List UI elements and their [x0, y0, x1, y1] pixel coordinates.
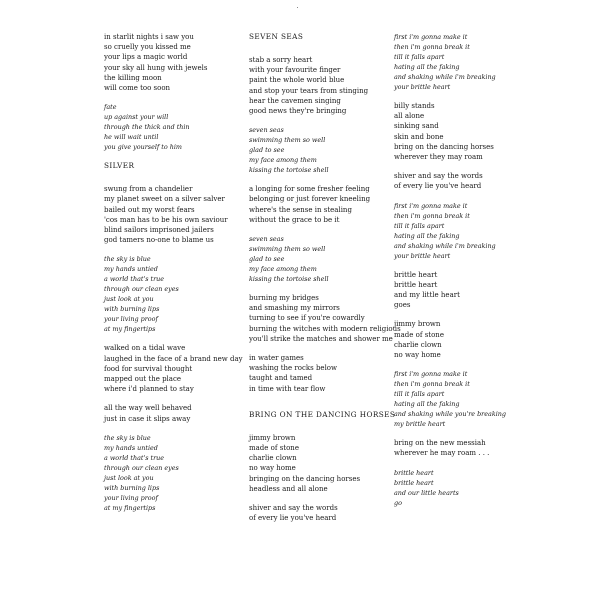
lyric-line: hating all the faking — [394, 400, 460, 409]
lyric-line: and my little heart — [394, 291, 460, 300]
lyric-line: fate — [104, 103, 117, 112]
verse-stanza — [249, 503, 389, 523]
lyric-line: first i'm gonna make it — [394, 370, 468, 379]
lyric-line: swimming them so well — [249, 245, 326, 254]
lyric-line: with burning lips — [104, 305, 160, 314]
lyric-line: god tamers no-one to blame us — [104, 236, 214, 245]
lyric-line: swimming them so well — [249, 136, 326, 145]
lyric-line: you give yourself to him — [104, 143, 182, 152]
chorus-stanza — [394, 369, 524, 429]
lyrics-column-2 — [249, 32, 401, 532]
lyric-line: through our clean eyes — [104, 285, 179, 294]
lyric-line: all alone — [394, 112, 425, 121]
lyric-line: so cruelly you kissed me — [104, 43, 191, 52]
lyric-line: brittle heart — [394, 478, 434, 487]
chorus-stanza — [394, 201, 524, 261]
lyric-line: with burning lips — [104, 483, 160, 492]
lyric-line: your brittle heart — [394, 83, 451, 91]
decorative-dot — [297, 7, 298, 8]
verse-stanza — [249, 184, 389, 225]
lyric-line: in starlit nights i saw you — [104, 33, 194, 41]
lyric-line: where i'd planned to stay — [104, 385, 194, 394]
lyric-line: no way home — [249, 464, 296, 473]
killing-moon-lyrics — [104, 32, 234, 152]
lyric-line: through our clean eyes — [104, 463, 179, 472]
song-title-seven-seas: SEVEN SEAS — [249, 32, 304, 41]
lyric-line: bringing on the dancing horses — [249, 474, 361, 483]
lyric-line: and smashing my mirrors — [249, 304, 340, 313]
lyric-line: through the thick and thin — [104, 123, 190, 132]
lyric-line: at my fingertips — [104, 325, 156, 334]
verse-stanza — [104, 343, 243, 394]
song-title-bring-on-the-dancing-horses: BRING ON THE DANCING HORSES — [249, 409, 396, 419]
lyric-line: then i'm gonna break it — [394, 380, 470, 389]
lyric-line: swung from a chandelier — [104, 185, 193, 194]
lyric-line: kissing the tortoise shell — [249, 166, 329, 175]
lyric-line: my brittle heart — [394, 420, 446, 429]
lyrics-column-1 — [104, 32, 243, 522]
lyric-line: the sky is blue — [104, 255, 151, 264]
lyric-line: shiver and say the words — [394, 172, 483, 181]
lyric-line: a longing for some fresher feeling — [249, 185, 370, 194]
lyric-line: the killing moon — [104, 73, 162, 82]
lyric-line: till it falls apart — [394, 390, 445, 399]
lyric-line: mapped out the place — [104, 375, 182, 384]
lyric-line: up against your will — [104, 113, 169, 122]
lyric-line: bailed out my worst fears — [104, 205, 195, 214]
lyric-line: go — [394, 498, 402, 507]
lyric-line: made of stone — [249, 444, 299, 453]
lyric-line: you'll strike the matches and shower me — [249, 334, 393, 343]
lyric-line: in time with tear flow — [249, 384, 326, 393]
lyric-line: at my fingertips — [104, 503, 156, 512]
verse-stanza — [394, 171, 524, 191]
verse-stanza — [104, 403, 234, 423]
chorus-stanza — [104, 102, 234, 152]
chorus-stanza — [394, 468, 524, 508]
verse-stanza — [249, 433, 389, 494]
lyric-line: stab a sorry heart — [249, 56, 313, 64]
lyric-line: headless and all alone — [249, 484, 328, 493]
lyric-line: just look at you — [104, 473, 154, 482]
lyric-line: of every lie you've heard — [394, 182, 482, 191]
lyric-line: without the grace to be it — [249, 215, 340, 224]
lyric-line: my face among them — [249, 156, 317, 165]
lyric-line: just look at you — [104, 295, 154, 304]
lyric-line: then i'm gonna break it — [394, 43, 470, 51]
dancing-horses-lyrics-continued — [394, 32, 524, 508]
lyric-line: first i'm gonna make it — [394, 33, 468, 41]
verse-stanza — [104, 32, 234, 93]
lyric-line: belonging or just forever kneeling — [249, 195, 371, 204]
dancing-horses-lyrics — [249, 433, 389, 524]
lyric-line: of every lie you've heard — [249, 514, 337, 523]
lyric-line: wherever they may roam — [394, 153, 483, 162]
lyric-line: hating all the faking — [394, 231, 460, 240]
lyric-line: will come too soon — [104, 84, 171, 93]
lyric-line: skin and bone — [394, 132, 444, 141]
silver-lyrics — [104, 184, 243, 513]
lyric-line: taught and tamed — [249, 374, 313, 383]
lyric-line: he will wait until — [104, 133, 159, 142]
lyric-line: my face among them — [249, 265, 317, 274]
verse-stanza — [394, 438, 524, 458]
lyric-line: kissing the tortoise shell — [249, 275, 329, 284]
lyric-line: brittle heart — [394, 280, 438, 289]
chorus-stanza — [249, 234, 389, 284]
lyric-line: your brittle heart — [394, 251, 451, 260]
lyric-line: washing the rocks below — [249, 364, 338, 373]
lyric-line: and our little hearts — [394, 488, 459, 497]
lyric-line: glad to see — [249, 146, 285, 155]
lyric-line: good news they're bringing — [249, 107, 347, 116]
chorus-stanza — [249, 125, 389, 175]
lyric-line: charlie clown — [394, 340, 442, 349]
lyric-line: where's the sense in stealing — [249, 205, 352, 214]
lyric-line: with your favourite finger — [249, 66, 341, 75]
seven-seas-lyrics — [249, 55, 401, 394]
lyric-line: all the way well behaved — [104, 404, 192, 413]
lyric-line: sinking sand — [394, 122, 439, 131]
lyric-line: your lips a magic world — [104, 53, 188, 62]
chorus-stanza — [394, 32, 524, 92]
song-title-silver: SILVER — [104, 161, 135, 171]
lyric-line: blind sailors imprisoned jailers — [104, 226, 214, 235]
chorus-stanza — [104, 254, 234, 334]
lyric-line: hating all the faking — [394, 63, 460, 71]
chorus-stanza — [104, 433, 234, 513]
lyric-line: burning my bridges — [249, 294, 319, 303]
lyric-line: till it falls apart — [394, 221, 445, 230]
lyric-line: first i'm gonna make it — [394, 201, 468, 210]
verse-stanza — [394, 319, 524, 360]
lyric-line: bring on the new messiah — [394, 439, 486, 448]
lyric-line: my hands untied — [104, 265, 158, 274]
lyric-line: jimmy brown — [249, 433, 296, 442]
lyric-line: glad to see — [249, 255, 285, 264]
verse-stanza — [249, 293, 401, 344]
lyric-line: billy stands — [394, 102, 435, 110]
lyric-line: 'cos man has to be his own saviour — [104, 215, 228, 224]
lyric-line: wherever he may roam . . . — [394, 449, 490, 458]
lyric-line: food for survival thought — [104, 364, 193, 373]
lyric-line: bring on the dancing horses — [394, 142, 494, 151]
lyric-line: till it falls apart — [394, 53, 445, 61]
lyric-line: turning to see if you're cowardly — [249, 314, 365, 323]
lyric-line: my planet sweet on a silver salver — [104, 195, 225, 204]
lyric-line: my hands untied — [104, 443, 158, 452]
lyric-line: your living proof — [104, 493, 158, 502]
verse-stanza — [394, 101, 524, 162]
lyric-line: hear the cavemen singing — [249, 96, 341, 105]
lyric-line: made of stone — [394, 330, 444, 339]
lyric-line: burning the witches with modern religious — [249, 324, 401, 333]
lyric-line: walked on a tidal wave — [104, 344, 186, 353]
verse-stanza — [249, 353, 389, 394]
lyric-line: the sky is blue — [104, 433, 151, 442]
lyric-line: paint the whole world blue — [249, 76, 345, 85]
lyric-line: and shaking while i'm breaking — [394, 73, 496, 81]
lyric-line: jimmy brown — [394, 320, 441, 329]
lyric-line: and stop your tears from stinging — [249, 86, 369, 95]
lyric-line: and shaking while you're breaking — [394, 410, 506, 419]
lyric-line: laughed in the face of a brand new day — [104, 354, 243, 363]
verse-stanza — [249, 55, 389, 116]
lyric-line: your living proof — [104, 315, 158, 324]
lyric-line: your sky all hung with jewels — [104, 63, 208, 72]
lyric-line: seven seas — [249, 126, 284, 135]
lyric-line: brittle heart — [394, 270, 438, 279]
lyric-line: goes — [394, 301, 411, 310]
lyric-line: in water games — [249, 354, 304, 363]
lyric-line: no way home — [394, 351, 441, 360]
verse-stanza — [394, 270, 524, 311]
verse-stanza — [104, 184, 234, 245]
lyric-line: charlie clown — [249, 454, 297, 463]
lyrics-column-3 — [394, 32, 524, 517]
lyric-line: a world that's true — [104, 453, 165, 462]
lyric-line: then i'm gonna break it — [394, 211, 470, 220]
lyric-line: and shaking while i'm breaking — [394, 241, 496, 250]
lyric-line: brittle heart — [394, 468, 434, 477]
lyric-line: a world that's true — [104, 275, 165, 284]
lyric-line: shiver and say the words — [249, 504, 338, 513]
lyric-line: just in case it slips away — [104, 414, 191, 423]
lyric-line: seven seas — [249, 235, 284, 244]
